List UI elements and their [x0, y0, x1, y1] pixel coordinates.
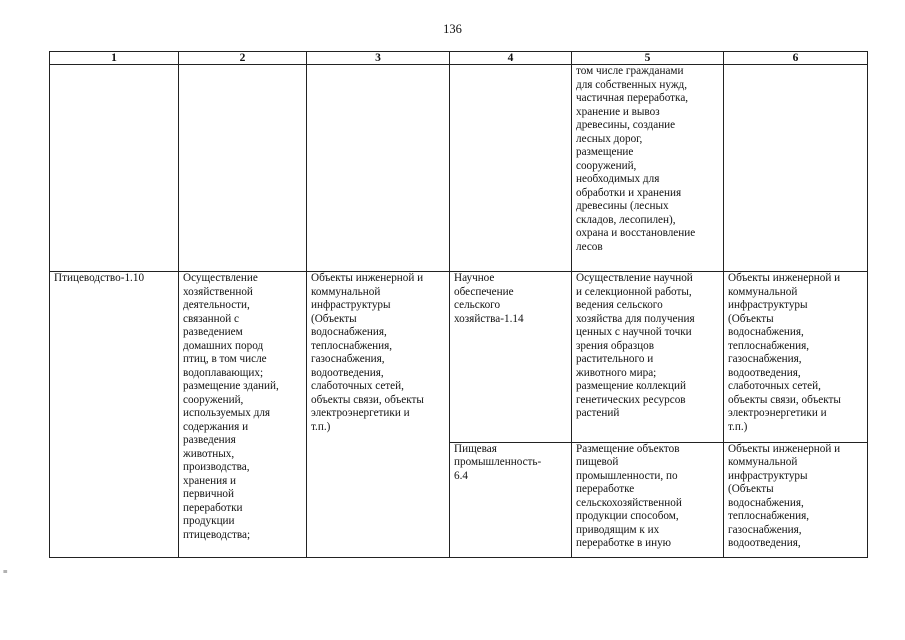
table-cell — [450, 442, 572, 557]
table-row — [50, 65, 868, 272]
column-header-2: 2 — [179, 52, 307, 65]
auxiliary-objects: Объекты инженерной и коммунальной инфраструктуры (Объекты водоснабжения, теплоснабжения, газоснабжения, водоотведения, слаботочных сетей, объекты связи, объекты электроэнергетики и т.п.) — [311, 272, 424, 433]
cell-text: Объекты инженерной и коммунальной инфраструктуры (Объекты водоснабжения, теплоснабжения, газоснабжения, водоотведения, — [728, 442, 841, 550]
column-header-6: 6 — [724, 52, 868, 65]
table-cell — [50, 272, 179, 558]
cell-text: Пищевая промышленность- 6.4 — [454, 442, 542, 482]
table-cell — [307, 272, 450, 558]
table-cell: том числе гражданами для собственных нужд, частичная переработка, хранение и вывоз древесины, создание лесных дорог, размещение сооружений, необходимых для обработки и хранения древесины (лесных складов, лесопилен), охрана и восстановление лесов — [572, 65, 724, 272]
table-cell: Осуществление научной и селекционной работы, ведения сельского хозяйства для получения ценных с научной точки зрения образцов растительного и животного мира; размещение коллекций генетических ресурсов растений — [572, 272, 724, 443]
land-use-table — [49, 51, 868, 558]
column-header-3: 3 — [307, 52, 450, 65]
column-header-4: 4 — [450, 52, 572, 65]
table-cell: Научное обеспечение сельского хозяйства-1.14 — [450, 272, 572, 443]
header-row — [50, 52, 868, 65]
table-row — [50, 272, 868, 443]
margin-mark: ≡ — [3, 567, 8, 576]
table-cell — [307, 65, 450, 272]
cell-text: Размещение объектов пищевой промышленности, по переработке сельскохозяйственной продукции способом, приводящим к их переработке в иную — [576, 442, 682, 550]
table-cell — [179, 65, 307, 272]
table-cell: Объекты инженерной и коммунальной инфраструктуры (Объекты водоснабжения, теплоснабжения, газоснабжения, водоотведения, слаботочных сетей, объекты связи, объекты электроэнергетики и т.п.) — [724, 272, 868, 443]
table-cell — [572, 442, 724, 557]
column-header-5: 5 — [572, 52, 724, 65]
column-header-1: 1 — [50, 52, 179, 65]
table-cell — [724, 442, 868, 557]
land-use-description: Осуществление хозяйственной деятельности, связанной с разведением домашних пород птиц, в том числе водоплавающих; размещение зданий, сооружений, используемых для содержания и разведения животных, производства, хранения и первичной переработки продукции птицеводства; — [183, 272, 279, 541]
page-number: 136 — [443, 22, 462, 36]
table-cell — [450, 65, 572, 272]
table-cell — [724, 65, 868, 272]
land-use-type: Птицеводство-1.10 — [54, 272, 145, 284]
table-cell — [179, 272, 307, 558]
table-cell — [50, 65, 179, 272]
